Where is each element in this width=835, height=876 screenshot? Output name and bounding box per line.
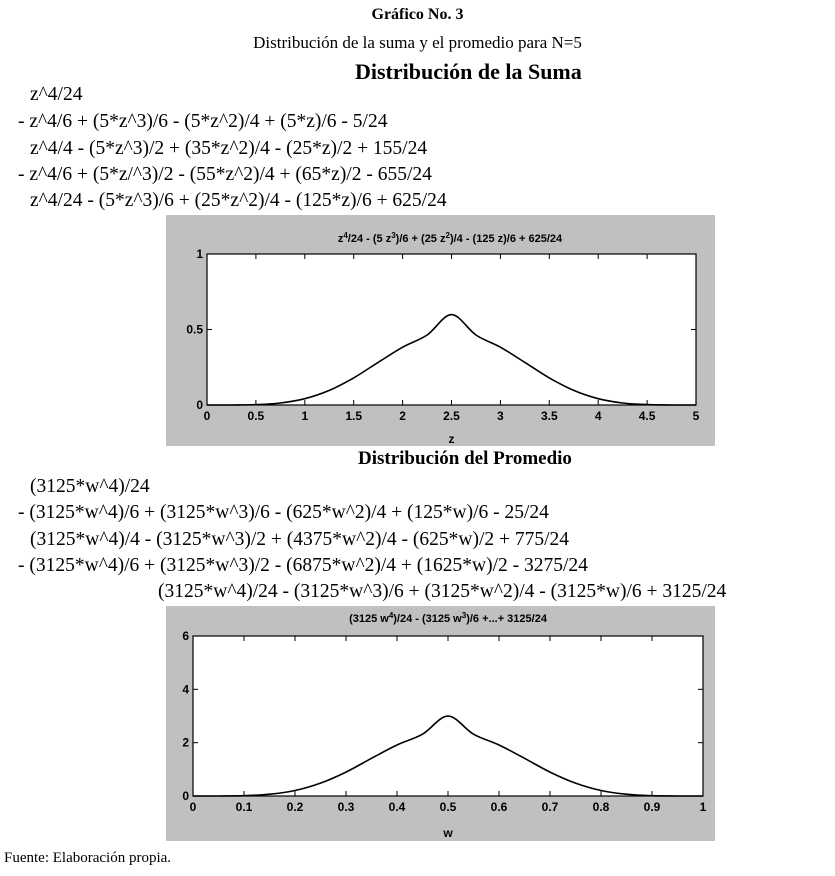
mean-section-heading: Distribución del Promedio — [358, 448, 572, 469]
sum-distribution-chart — [166, 215, 715, 446]
sum-chart-title: $z^4/24 - (5$ $z^3)/6 + (25$ $z^2)/4 - (125$ z)/6 + 625/24 — [337, 230, 563, 245]
mean-piece-3: (3125*w^4)/4 - (3125*w^3)/2 + (4375*w^2)/4 - (625*w)/2 + 775/24 — [30, 529, 570, 550]
mean-ytick-label: 2 — [182, 735, 189, 750]
mean-ytick-label: 6 — [182, 629, 189, 643]
sum-xtick-label: 3 — [497, 409, 504, 423]
sum-xtick-label: 2.5 — [443, 409, 460, 423]
mean-xtick-label: 0 — [189, 800, 197, 814]
sum-piece-1: z^4/24 — [30, 84, 83, 105]
sum-xtick-label: 2 — [399, 409, 406, 423]
mean-xlabel: w — [443, 826, 453, 840]
sum-ytick-label: 1 — [196, 247, 203, 261]
source-note: Fuente: Elaboración propia. — [4, 850, 172, 866]
mean-piece-1: (3125*w^4)/24 — [30, 476, 150, 497]
mean-xtick-label: 1 — [699, 800, 707, 814]
mean-distribution-chart — [166, 606, 715, 841]
mean-xtick-label: 0.4 — [388, 800, 406, 814]
sum-xlabel: z — [448, 432, 455, 446]
mean-xtick-label: 0.3 — [337, 800, 355, 814]
sum-ytick-label: 0.5 — [186, 322, 203, 337]
mean-chart-panel — [166, 606, 715, 841]
mean-ytick-label: 4 — [182, 682, 189, 697]
mean-piece-5: (3125*w^4)/24 - (3125*w^3)/6 + (3125*w^2)/4 - (3125*w)/6 + 3125/24 — [158, 581, 727, 602]
figure-subtitle: Distribución de la suma y el promedio para N=5 — [253, 33, 582, 52]
sum-xtick-label: 4 — [594, 409, 602, 423]
sum-piece-2: - z^4/6 + (5*z^3)/6 - (5*z^2)/4 + (5*z)/6 - 5/24 — [18, 111, 388, 132]
mean-piece-2: - (3125*w^4)/6 + (3125*w^3)/6 - (625*w^2)/4 + (125*w)/6 - 25/24 — [18, 502, 549, 523]
mean-ytick-label: 0 — [182, 789, 189, 803]
sum-piece-5: z^4/24 - (5*z^3)/6 + (25*z^2)/4 - (125*z)/6 + 625/24 — [30, 190, 447, 211]
mean-piece-4: - (3125*w^4)/6 + (3125*w^3)/2 - (6875*w^2)/4 + (1625*w)/2 - 3275/24 — [18, 555, 588, 576]
sum-xtick-label: 1 — [301, 409, 309, 423]
sum-section-heading: Distribución de la Suma — [355, 59, 582, 84]
mean-xtick-label: 0.5 — [439, 800, 457, 814]
figure-title: Gráfico No. 3 — [371, 6, 464, 23]
sum-xtick-label: 0.5 — [247, 409, 265, 423]
sum-xtick-label: 3.5 — [540, 409, 558, 423]
sum-xtick-label: 4.5 — [638, 409, 656, 423]
mean-chart-title: (3125 $w^4)/24 - (3125$ $w^3)/6$ +...+ 3125/24 — [349, 610, 547, 625]
mean-xtick-label: 0.7 — [541, 800, 559, 814]
sum-piece-4: - z^4/6 + (5*z/^3)/2 - (55*z^2)/4 + (65*z)/2 - 655/24 — [18, 164, 432, 185]
sum-ytick-label: 0 — [196, 398, 203, 412]
mean-xtick-label: 0.8 — [592, 800, 610, 814]
mean-xtick-label: 0.9 — [643, 800, 661, 814]
sum-chart-panel — [166, 215, 715, 446]
mean-xtick-label: 0.2 — [286, 800, 304, 814]
sum-piece-3: z^4/4 - (5*z^3)/2 + (35*z^2)/4 - (25*z)/2 + 155/24 — [30, 138, 428, 159]
sum-xtick-label: 0 — [203, 409, 211, 423]
mean-xtick-label: 0.6 — [490, 800, 508, 814]
sum-xtick-label: 5 — [692, 409, 700, 423]
mean-xtick-label: 0.1 — [235, 800, 253, 814]
sum-xtick-label: 1.5 — [345, 409, 363, 423]
sum-plot-area — [207, 254, 696, 405]
